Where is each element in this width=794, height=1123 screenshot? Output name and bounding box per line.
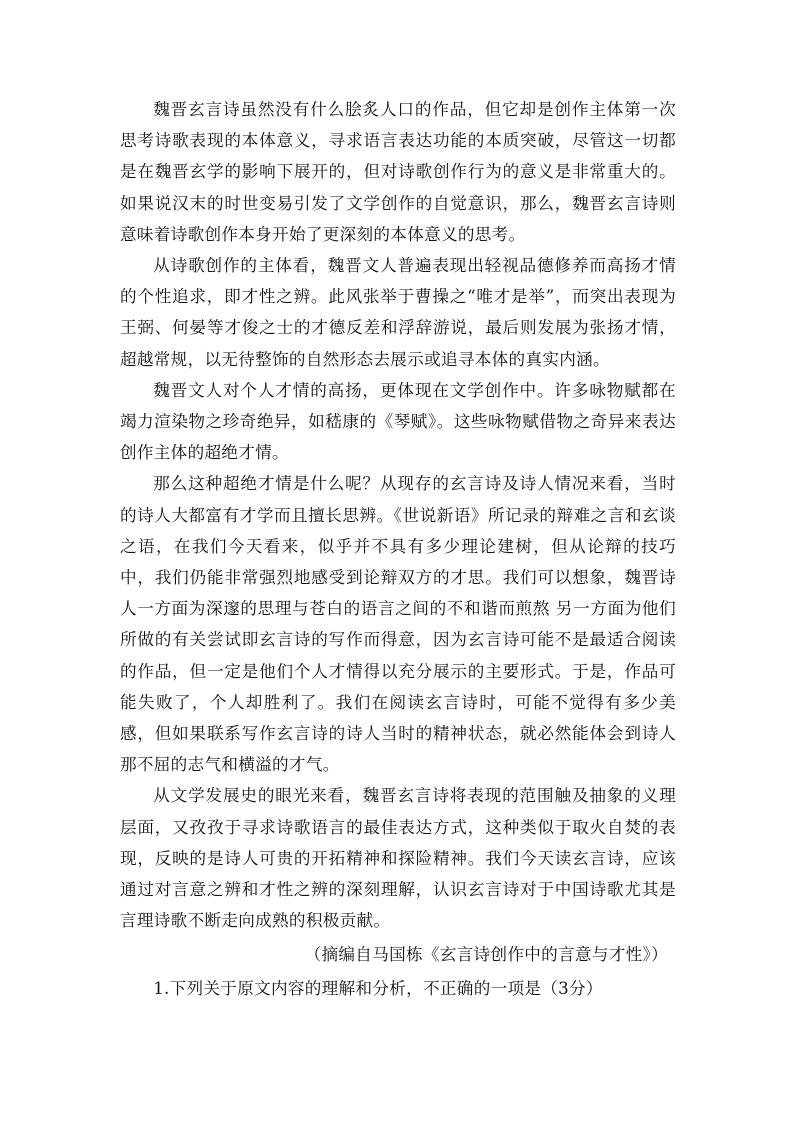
article-paragraph-1: 魏晋玄言诗虽然没有什么脍炙人口的作品，但它却是创作主体第一次思考诗歌表现的本体意义，寻求语言表达功能的本质突破，尽管这一切都是在魏晋玄学的影响下展开的，但对诗歌创作行为的意义是非常重大的。如果说汉末的时世变易引发了文学创作的自觉意识，那么，魏晋玄言诗则意味着诗歌创作本身开始了更深刻的本体意义的思考。 [120, 100, 676, 244]
article-paragraph-2: 从诗歌创作的主体看，魏晋文人普遍表现出轻视品德修养而高扬才情的个性追求，即才性之辨。此风张举于曹操之“唯才是举”，而突出表现为王弼、何晏等才俊之士的才德反差和浮辞游说，最后则发展为张扬才情，超越常规，以无待整饰的自然形态去展示或追寻本体的真实内涵。 [120, 256, 676, 369]
article-source: （摘编自马国栋《玄言诗创作中的言意与才性》） [304, 945, 668, 965]
article-paragraph-5: 从文学发展史的眼光来看，魏晋玄言诗将表现的范围触及抽象的义理层面，又孜孜于寻求诗歌语言的最佳表达方式，这种类似于取火自焚的表现，反映的是诗人可贵的开拓精神和探险精神。我们今天读玄言诗，应该通过对言意之辨和才性之辨的深刻理解，认识玄言诗对于中国诗歌尤其是言理诗歌不断走向成熟的积极贡献。 [120, 786, 676, 931]
question-1: 1.下列关于原文内容的理解和分析，不正确的一项是（3分） [153, 978, 603, 998]
article-body [120, 94, 676, 1004]
article-paragraph-3: 魏晋文人对个人才情的高扬，更体现在文学创作中。许多咏物赋都在竭力渲染物之珍奇绝异，如嵇康的《琴赋》。这些咏物赋借物之奇异来表达创作主体的超绝才情。 [120, 380, 676, 463]
article-paragraph-4: 那么这种超绝才情是什么呢？从现存的玄言诗及诗人情况来看，当时的诗人大都富有才学而且擅长思辨。《世说新语》所记录的辩难之言和玄谈之语，在我们今天看来，似乎并不具有多少理论建树，但从论辩的技巧中，我们仍能非常强烈地感受到论辩双方的才思。我们可以想象，魏晋诗人一方面为深邃的思理与苍白的语言之间的不和谐而煎熬 另一方面为他们所做的有关尝试即玄言诗的写作而得意，因为玄言诗可能不是最适合阅读的作品，但一定是他们个人才情得以充分展示的主要形式。于是，作品可能失败了，个人却胜利了。我们在阅读玄言诗时，可能不觉得有多少美感，但如果联系写作玄言诗的诗人当时的精神状态，就必然能体会到诗人那不屈的志气和横溢的才气。 [120, 474, 676, 775]
